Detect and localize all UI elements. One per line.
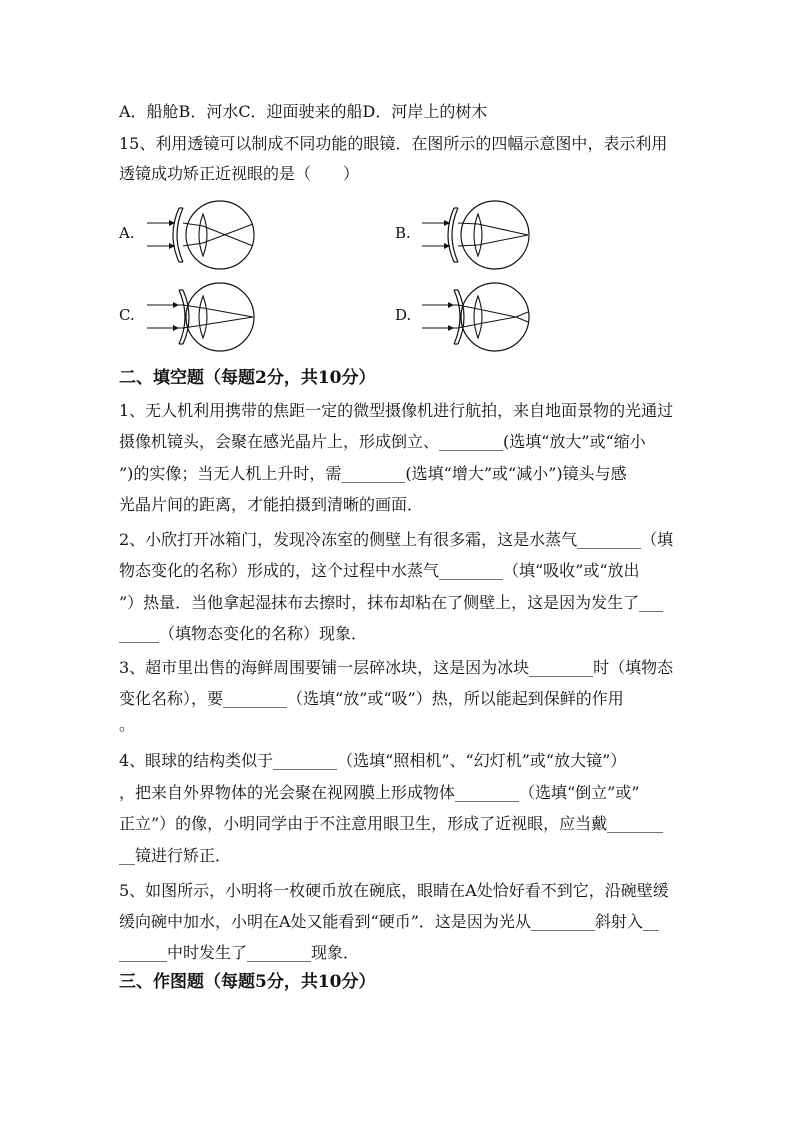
figure-label-c: C. (119, 306, 135, 324)
section-2-line: __镜进行矫正． (119, 846, 232, 865)
figure-label-d: D. (395, 306, 412, 324)
section-2-line: _____（填物态变化的名称）现象． (119, 624, 368, 643)
section-2-line: 光晶片间的距离，才能拍摄到清晰的画面． (119, 495, 424, 514)
eye-diagram-b (420, 200, 535, 275)
section-2-line: 5、如图所示，小明将一枚硬币放在碗底，眼睛在A处恰好看不到它，沿碗壁缓 (119, 881, 669, 900)
section-2-line: 缓向碗中加水，小明在A处又能看到“硬币”．这是因为光从________斜射入__ (119, 912, 659, 931)
figure-label-a: A. (119, 224, 135, 242)
section-2-line: 物态变化的名称）形成的，这个过程中水蒸气________（填“吸收”或“放出 (119, 561, 640, 580)
section-2-heading: 二、填空题（每题2分，共10分） (119, 368, 376, 388)
section-3-heading: 三、作图题（每题5分，共10分） (119, 972, 376, 992)
eye-diagram-c (145, 282, 260, 357)
section-2-line: ，把来自外界物体的光会聚在视网膜上形成物体________（选填“倒立”或” (119, 783, 640, 802)
section-2-line: 。 (119, 715, 136, 734)
section-2-line: 3、超市里出售的海鲜周围要铺一层碎冰块，这是因为冰块________时（填物态 (119, 658, 674, 677)
q14-options: A．船舱B．河水C．迎面驶来的船D．河岸上的树木 (119, 102, 488, 121)
eye-diagram-a (145, 200, 260, 275)
section-2-line: 摄像机镜头，会聚在感光晶片上，形成倒立、________(选填“放大”或“缩小 (119, 432, 646, 451)
q15-stem-line-1: 15、利用透镜可以制成不同功能的眼镜．在图所示的四幅示意图中，表示利用 (119, 134, 668, 153)
q15-stem-line-2: 透镜成功矫正近视眼的是（ ） (119, 164, 360, 183)
section-2-line: 正立”）的像，小明同学由于不注意用眼卫生，形成了近视眼，应当戴_______ (119, 814, 664, 833)
section-2-line: 1、无人机利用携带的焦距一定的微型摄像机进行航拍，来自地面景物的光通过 (119, 401, 674, 420)
eye-correction-figure (0, 195, 794, 355)
eye-diagram-d (420, 282, 535, 357)
section-2-line: 变化名称），要________（选填“放”或“吸”）热，所以能起到保鲜的作用 (119, 689, 624, 708)
section-2-line: ”)的实像；当无人机上升时，需________(选填“增大”或“减小”)镜头与感 (119, 464, 627, 483)
section-2-line: ______中时发生了________现象． (119, 943, 360, 962)
section-2-line: ”）热量．当他拿起湿抹布去擦时，抹布却粘在了侧壁上，这是因为发生了___ (119, 593, 664, 612)
section-2-line: 2、小欣打开冰箱门，发现冷冻室的侧壁上有很多霜，这是水蒸气________（填 (119, 530, 674, 549)
section-2-line: 4、眼球的结构类似于________（选填“照相机”、“幻灯机”或“放大镜”） (119, 751, 627, 770)
figure-label-b: B. (395, 224, 411, 242)
